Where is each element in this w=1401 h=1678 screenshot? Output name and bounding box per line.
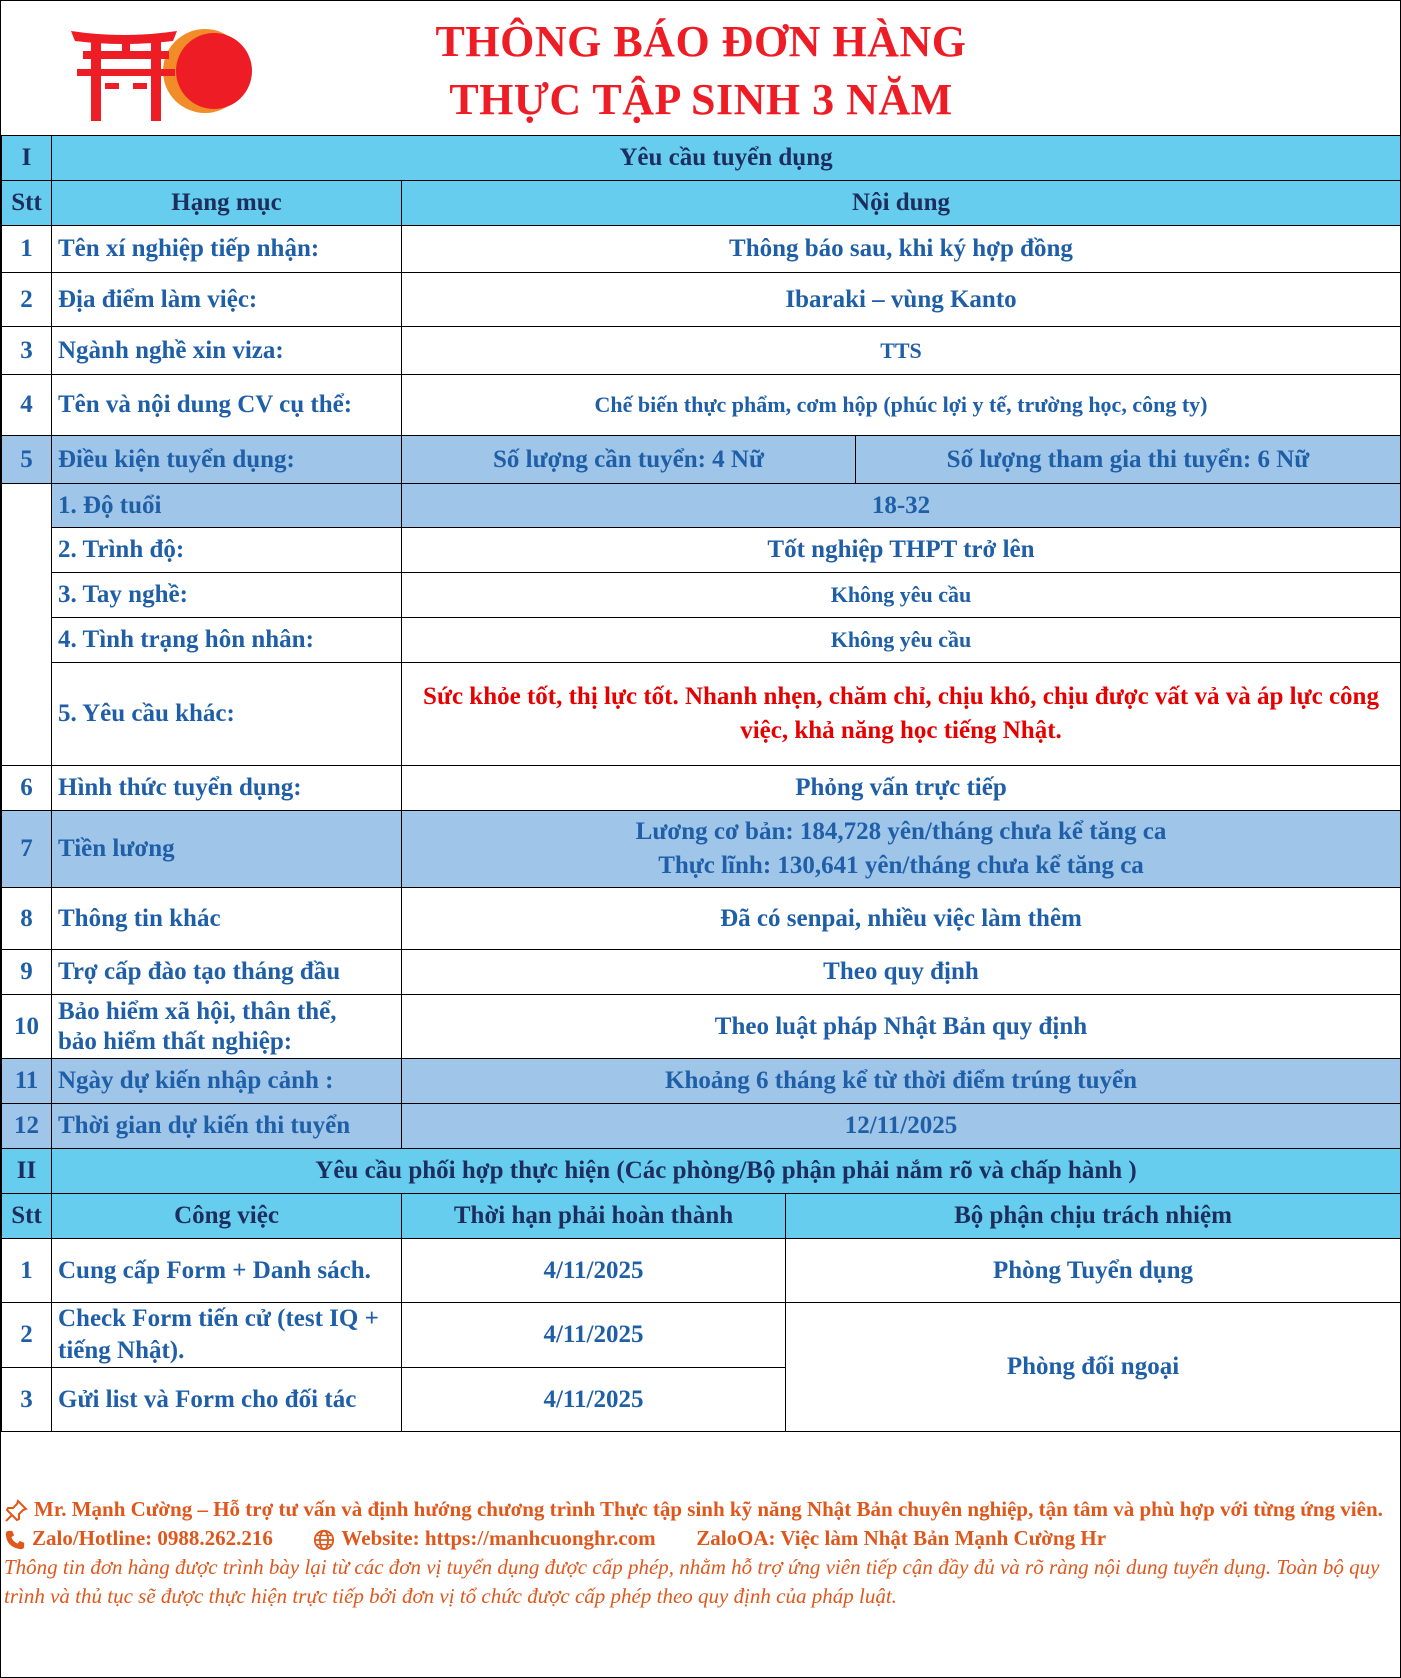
row-label: Trợ cấp đào tạo tháng đầu xyxy=(52,950,402,995)
condition-label: 4. Tình trạng hôn nhân: xyxy=(52,618,402,663)
section-1-roman: I xyxy=(2,136,52,181)
row-stt: 4 xyxy=(2,375,52,436)
row-label: Điều kiện tuyển dụng: xyxy=(52,436,402,484)
conditions-row xyxy=(2,436,1401,484)
pin-icon xyxy=(4,1499,28,1523)
row-value: TTS xyxy=(402,327,1401,375)
row-label: Tên xí nghiệp tiếp nhận: xyxy=(52,226,402,273)
row-value: Chế biến thực phẩm, cơm hộp (phúc lợi y tế, trường học, công ty) xyxy=(402,375,1401,436)
recruitment-table xyxy=(1,135,1401,1432)
row-value: Đã có senpai, nhiều việc làm thêm xyxy=(402,888,1401,950)
row-label: Địa điểm làm việc: xyxy=(52,273,402,327)
section-2-header xyxy=(2,1149,1401,1194)
table-row xyxy=(2,273,1401,327)
footer-disclaimer: Thông tin đơn hàng được trình bày lại từ các đơn vị tuyển dụng được cấp phép, nhằm hỗ trợ ứng viên tiếp cận đầy đủ và rõ ràng nội dung tuyển dụng. Toàn bộ quy trình và thủ tục sẽ được thực hiện trực tiếp bởi đơn vị tổ chức được cấp phép theo quy định của pháp luật. xyxy=(4,1555,1380,1608)
task-deadline: 4/11/2025 xyxy=(402,1303,786,1368)
condition-label: 5. Yêu cầu khác: xyxy=(52,663,402,766)
row-label-line: Bảo hiểm xã hội, thân thể, xyxy=(58,997,337,1025)
row-stt: 7 xyxy=(2,811,52,888)
salary-value xyxy=(402,811,1401,888)
condition-value: Không yêu cầu xyxy=(402,618,1401,663)
table-row xyxy=(2,766,1401,811)
col-task-header: Công việc xyxy=(52,1194,402,1239)
table-row xyxy=(2,226,1401,273)
row-label: Hình thức tuyển dụng: xyxy=(52,766,402,811)
row-label: Tiền lương xyxy=(52,811,402,888)
row-stt: 1 xyxy=(2,226,52,273)
condition-value-other: Sức khỏe tốt, thị lực tốt. Nhanh nhẹn, chăm chỉ, chịu khó, chịu được vất vả và áp lực công việc, khả năng học tiếng Nhật. xyxy=(402,663,1401,766)
col-stt-header: Stt xyxy=(2,181,52,226)
condition-value: Tốt nghiệp THPT trở lên xyxy=(402,528,1401,573)
condition-label: 1. Độ tuổi xyxy=(52,484,402,528)
row-label xyxy=(52,995,402,1059)
row-stt: 10 xyxy=(2,995,52,1059)
section-1-column-headers xyxy=(2,181,1401,226)
task-stt: 2 xyxy=(2,1303,52,1368)
salary-basic: Lương cơ bản: 184,728 yên/tháng chưa kể tăng ca xyxy=(635,818,1167,845)
task-row xyxy=(2,1239,1401,1303)
row-value: Khoảng 6 tháng kể từ thời điểm trúng tuyển xyxy=(402,1059,1401,1104)
table-row xyxy=(2,1104,1401,1149)
condition-item xyxy=(2,618,1401,663)
row-value: Thông báo sau, khi ký hợp đồng xyxy=(402,226,1401,273)
footer-hotline[interactable]: Zalo/Hotline: 0988.262.216 xyxy=(32,1526,273,1550)
condition-item xyxy=(2,528,1401,573)
section-2-column-headers xyxy=(2,1194,1401,1239)
condition-item xyxy=(2,484,1401,528)
row-value: Phỏng vấn trực tiếp xyxy=(402,766,1401,811)
row-label: Tên và nội dung CV cụ thể: xyxy=(52,375,402,436)
phone-icon xyxy=(4,1529,26,1551)
col-stt-header: Stt xyxy=(2,1194,52,1239)
quantity-needed: Số lượng cần tuyển: 4 Nữ xyxy=(402,436,856,484)
condition-item xyxy=(2,663,1401,766)
col-dept-header: Bộ phận chịu trách nhiệm xyxy=(786,1194,1401,1239)
condition-label: 2. Trình độ: xyxy=(52,528,402,573)
row-stt: 11 xyxy=(2,1059,52,1104)
col-category-header: Hạng mục xyxy=(52,181,402,226)
table-row xyxy=(2,995,1401,1059)
row-value: Ibaraki – vùng Kanto xyxy=(402,273,1401,327)
title-line-2: THỰC TẬP SINH 3 NĂM xyxy=(449,75,953,124)
title-line-1: THÔNG BÁO ĐƠN HÀNG xyxy=(435,17,967,66)
section-2-title: Yêu cầu phối hợp thực hiện (Các phòng/Bộ phận phải nắm rõ và chấp hành ) xyxy=(52,1149,1401,1194)
footer-intro-text: Mr. Mạnh Cường – Hỗ trợ tư vấn và định hướng chương trình Thực tập sinh kỹ năng Nhật Bản chuyên nghiệp, tận tâm và phù hợp với từng ứng viên. xyxy=(34,1497,1383,1521)
row-stt: 8 xyxy=(2,888,52,950)
document-header xyxy=(1,1,1400,134)
salary-row xyxy=(2,811,1401,888)
row-stt: 5 xyxy=(2,436,52,484)
table-row xyxy=(2,1059,1401,1104)
condition-item xyxy=(2,573,1401,618)
row-stt: 9 xyxy=(2,950,52,995)
row-stt: 3 xyxy=(2,327,52,375)
condition-label: 3. Tay nghề: xyxy=(52,573,402,618)
task-dept: Phòng Tuyển dụng xyxy=(786,1239,1401,1303)
row-label: Thông tin khác xyxy=(52,888,402,950)
task-stt: 1 xyxy=(2,1239,52,1303)
contact-footer xyxy=(4,1495,1396,1611)
task-row xyxy=(2,1303,1401,1368)
table-row xyxy=(2,375,1401,436)
footer-zalo-oa[interactable]: ZaloOA: Việc làm Nhật Bản Mạnh Cường Hr xyxy=(696,1526,1107,1550)
row-label-line: bảo hiểm thất nghiệp: xyxy=(58,1027,293,1055)
globe-icon xyxy=(313,1529,335,1551)
section-1-title: Yêu cầu tuyển dụng xyxy=(52,136,1401,181)
section-1-header xyxy=(2,136,1401,181)
task-deadline: 4/11/2025 xyxy=(402,1368,786,1432)
footer-contacts xyxy=(4,1524,1396,1553)
task-deadline: 4/11/2025 xyxy=(402,1239,786,1303)
table-row xyxy=(2,950,1401,995)
salary-net: Thực lĩnh: 130,641 yên/tháng chưa kể tăng ca xyxy=(658,852,1144,879)
row-value: Theo quy định xyxy=(402,950,1401,995)
row-stt: 2 xyxy=(2,273,52,327)
table-row xyxy=(2,327,1401,375)
row-label: Ngày dự kiến nhập cảnh : xyxy=(52,1059,402,1104)
col-content-header: Nội dung xyxy=(402,181,1401,226)
torii-sun-logo xyxy=(69,23,269,123)
row-value: Theo luật pháp Nhật Bản quy định xyxy=(402,995,1401,1059)
task-dept: Phòng đối ngoại xyxy=(786,1303,1401,1432)
section-2-roman: II xyxy=(2,1149,52,1194)
task-name: Gửi list và Form cho đối tác xyxy=(52,1368,402,1432)
row-stt: 6 xyxy=(2,766,52,811)
task-name: Check Form tiến cử (test IQ + tiếng Nhật). xyxy=(52,1303,402,1368)
table-row xyxy=(2,888,1401,950)
footer-website[interactable]: Website: https://manhcuonghr.com xyxy=(341,1526,656,1550)
row-value: 12/11/2025 xyxy=(402,1104,1401,1149)
conditions-spacer xyxy=(2,484,52,766)
condition-value: 18-32 xyxy=(402,484,1401,528)
task-stt: 3 xyxy=(2,1368,52,1432)
row-stt: 12 xyxy=(2,1104,52,1149)
row-label: Ngành nghề xin viza: xyxy=(52,327,402,375)
col-deadline-header: Thời hạn phải hoàn thành xyxy=(402,1194,786,1239)
task-name: Cung cấp Form + Danh sách. xyxy=(52,1239,402,1303)
row-label: Thời gian dự kiến thi tuyển xyxy=(52,1104,402,1149)
quantity-exam: Số lượng tham gia thi tuyển: 6 Nữ xyxy=(856,436,1401,484)
condition-value: Không yêu cầu xyxy=(402,573,1401,618)
footer-intro xyxy=(4,1495,1396,1524)
